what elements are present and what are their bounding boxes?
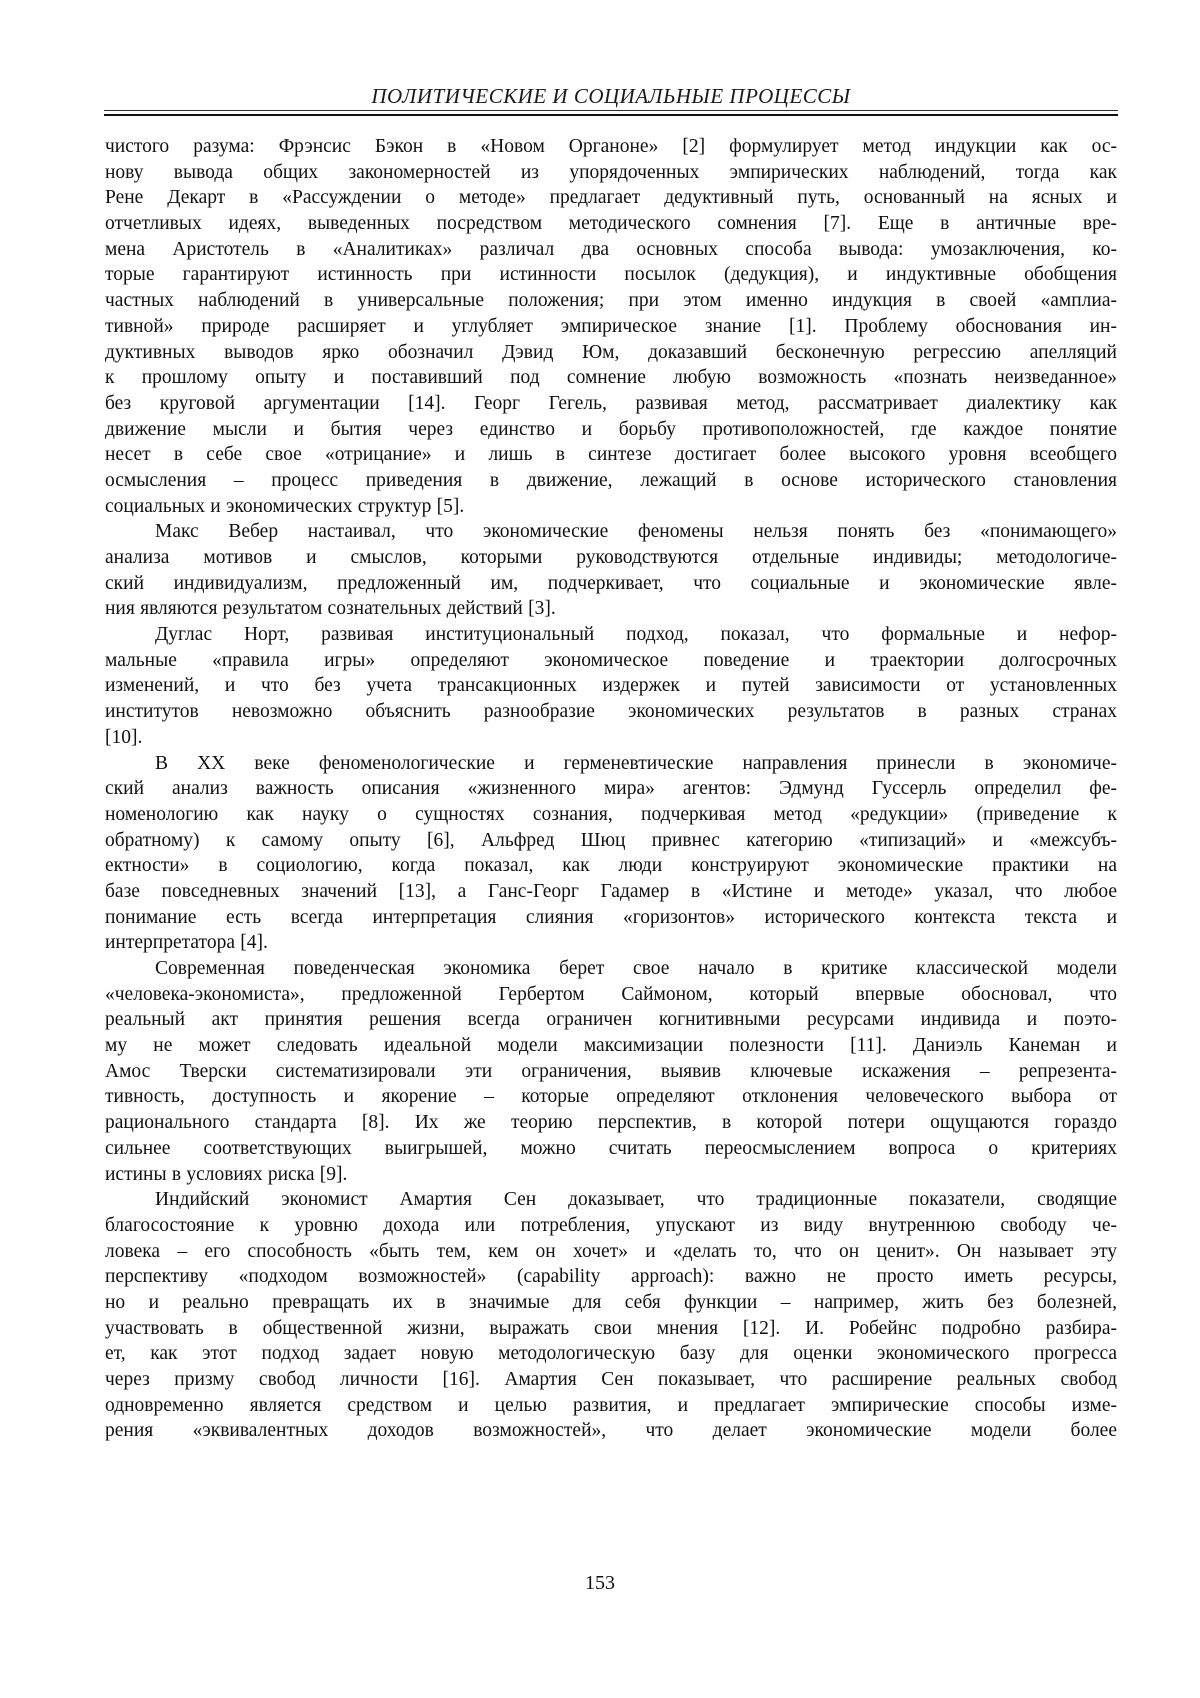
page-number: 153	[585, 1572, 615, 1594]
text-line: истины в условиях риска [9].	[105, 1163, 348, 1185]
text-line: но и реально превращать их в значимые для себя функции – например, жить без болезней,	[105, 1291, 1117, 1313]
text-line: тивность, доступность и якорение – которые определяют отклонения человеческого выбора от	[105, 1086, 1117, 1108]
text-line: перспективу «подходом возможностей» (capability approach): важно не просто иметь ресурсы,	[105, 1266, 1117, 1288]
text-line: номенологию как науку о сущностях сознания, подчеркивая метод «редукции» (приведение к	[105, 803, 1117, 825]
text-line: благосостояние к уровню дохода или потребления, упускают из виду внутреннюю свободу че-	[105, 1214, 1117, 1236]
text-line: одновременно является средством и целью развития, и предлагает эмпирические способы изме-	[105, 1394, 1117, 1416]
text-body	[105, 134, 1117, 1444]
text-line: отчетливых идеях, выведенных посредством методического сомнения [7]. Еще в античные вре-	[105, 213, 1117, 235]
text-line: нову вывода общих закономерностей из упорядоченных эмпирических наблюдений, тогда как	[105, 161, 1117, 183]
text-line: интерпретатора [4].	[105, 932, 268, 954]
text-line: несет в себе свое «отрицание» и лишь в синтезе достигает более высокого уровня всеобщего	[105, 444, 1117, 466]
text-line: Амос Тверски систематизировали эти ограничения, выявив ключевые искажения – репрезента-	[105, 1060, 1117, 1082]
paragraph	[105, 622, 1117, 750]
text-line: анализа мотивов и смыслов, которыми руководствуются отдельные индивиды; методологиче-	[105, 547, 1117, 568]
header-rule	[104, 110, 1118, 116]
text-line: Рене Декарт в «Рассуждении о методе» предлагает дедуктивный путь, основанный на ясных и	[105, 187, 1117, 209]
paragraph	[105, 134, 1117, 519]
text-line: частных наблюдений в универсальные положения; при этом именно индукция в своей «амплиа-	[105, 290, 1117, 312]
text-line: Современная поведенческая экономика берет свое начало в критике классической модели	[155, 958, 1117, 979]
text-line: ский анализ важность описания «жизненного мира» агентов: Эдмунд Гуссерль определил фе-	[105, 778, 1117, 800]
text-line: ет, как этот подход задает новую методологическую базу для оценки экономического прогресса	[105, 1343, 1117, 1365]
text-line: Индийский экономист Амартия Сен доказывает, что традиционные показатели, сводящие	[155, 1189, 1117, 1211]
text-line: мальные «правила игры» определяют экономическое поведение и траектории долгосрочных	[105, 649, 1117, 671]
text-line: понимание есть всегда интерпретация слияния «горизонтов» исторического контекста текста и	[105, 906, 1117, 928]
text-line: дуктивных выводов ярко обозначил Дэвид Юм, доказавший бесконечную регрессию апелляций	[105, 341, 1117, 363]
text-line: социальных и экономических структур [5].	[105, 495, 465, 517]
paragraph	[105, 1187, 1117, 1444]
text-line: базе повседневных значений [13], а Ганс-Георг Гадамер в «Истине и методе» указал, что любое	[105, 880, 1117, 902]
text-line: мена Аристотель в «Аналитиках» различал два основных способа вывода: умозаключения, ко-	[105, 238, 1117, 260]
text-line: му не может следовать идеальной модели максимизации полезности [11]. Даниэль Канеман и	[105, 1035, 1117, 1057]
text-line: к прошлому опыту и поставивший под сомнение любую возможность «познать неизведанное»	[105, 367, 1117, 389]
text-line: тивной» природе расширяет и углубляет эмпирическое знание [1]. Проблему обоснования ин-	[105, 315, 1117, 337]
text-line: ектности» в социологию, когда показал, как люди конструируют экономические практики на	[105, 855, 1117, 877]
text-line: движение мысли и бытия через единство и борьбу противоположностей, где каждое понятие	[105, 418, 1117, 440]
text-line: ловека – его способность «быть тем, кем он хочет» и «делать то, что он ценит». Он называет эту	[105, 1240, 1117, 1262]
text-line: рения «эквивалентных доходов возможностей», что делает экономические модели более	[105, 1420, 1117, 1442]
text-line: чистого разума: Фрэнсис Бэкон в «Новом Органоне» [2] формулирует метод индукции как ос-	[105, 136, 1117, 157]
text-line: «человека-экономиста», предложенной Гербертом Саймоном, который впервые обосновал, что	[105, 983, 1117, 1005]
text-line: институтов невозможно объяснить разнообразие экономических результатов в разных странах	[105, 701, 1117, 723]
text-line: реальный акт принятия решения всегда ограничен когнитивными ресурсами индивида и поэто-	[105, 1009, 1117, 1031]
text-line: рационального стандарта [8]. Их же теорию перспектив, в которой потери ощущаются гораздо	[105, 1112, 1117, 1134]
text-line: сильнее соответствующих выигрышей, можно считать переосмыслением вопроса о критериях	[105, 1137, 1117, 1159]
paragraph	[105, 519, 1117, 622]
text-line: изменений, и что без учета трансакционных издержек и путей зависимости от установленных	[105, 675, 1117, 697]
text-line: без круговой аргументации [14]. Георг Гегель, развивая метод, рассматривает диалектику как	[105, 392, 1117, 414]
text-line: ния являются результатом сознательных действий [3].	[105, 598, 556, 620]
text-line: В XX веке феноменологические и герменевтические направления принесли в экономиче-	[155, 752, 1117, 774]
paragraph	[105, 751, 1117, 957]
text-line: Макс Вебер настаивал, что экономические феномены нельзя понять без «понимающего»	[155, 521, 1117, 543]
running-head: ПОЛИТИЧЕСКИЕ И СОЦИАЛЬНЫЕ ПРОЦЕССЫ	[371, 84, 851, 108]
text-line: ский индивидуализм, предложенный им, подчеркивает, что социальные и экономические явле-	[105, 572, 1117, 594]
text-line: торые гарантируют истинность при истинности посылок (дедукция), и индуктивные обобщения	[105, 264, 1117, 286]
text-line: участвовать в общественной жизни, выражать свои мнения [12]. И. Робейнс подробно разбира-	[105, 1317, 1117, 1339]
paragraph	[105, 956, 1117, 1187]
text-line: через призму свобод личности [16]. Амартия Сен показывает, что расширение реальных свобод	[105, 1369, 1117, 1390]
text-line: [10].	[105, 726, 143, 748]
text-line: осмысления – процесс приведения в движение, лежащий в основе исторического становления	[105, 469, 1117, 491]
text-line: обратному) к самому опыту [6], Альфред Шюц привнес категорию «типизаций» и «межсубъ-	[105, 829, 1117, 851]
text-line: Дуглас Норт, развивая институциональный подход, показал, что формальные и нефор-	[155, 624, 1117, 646]
